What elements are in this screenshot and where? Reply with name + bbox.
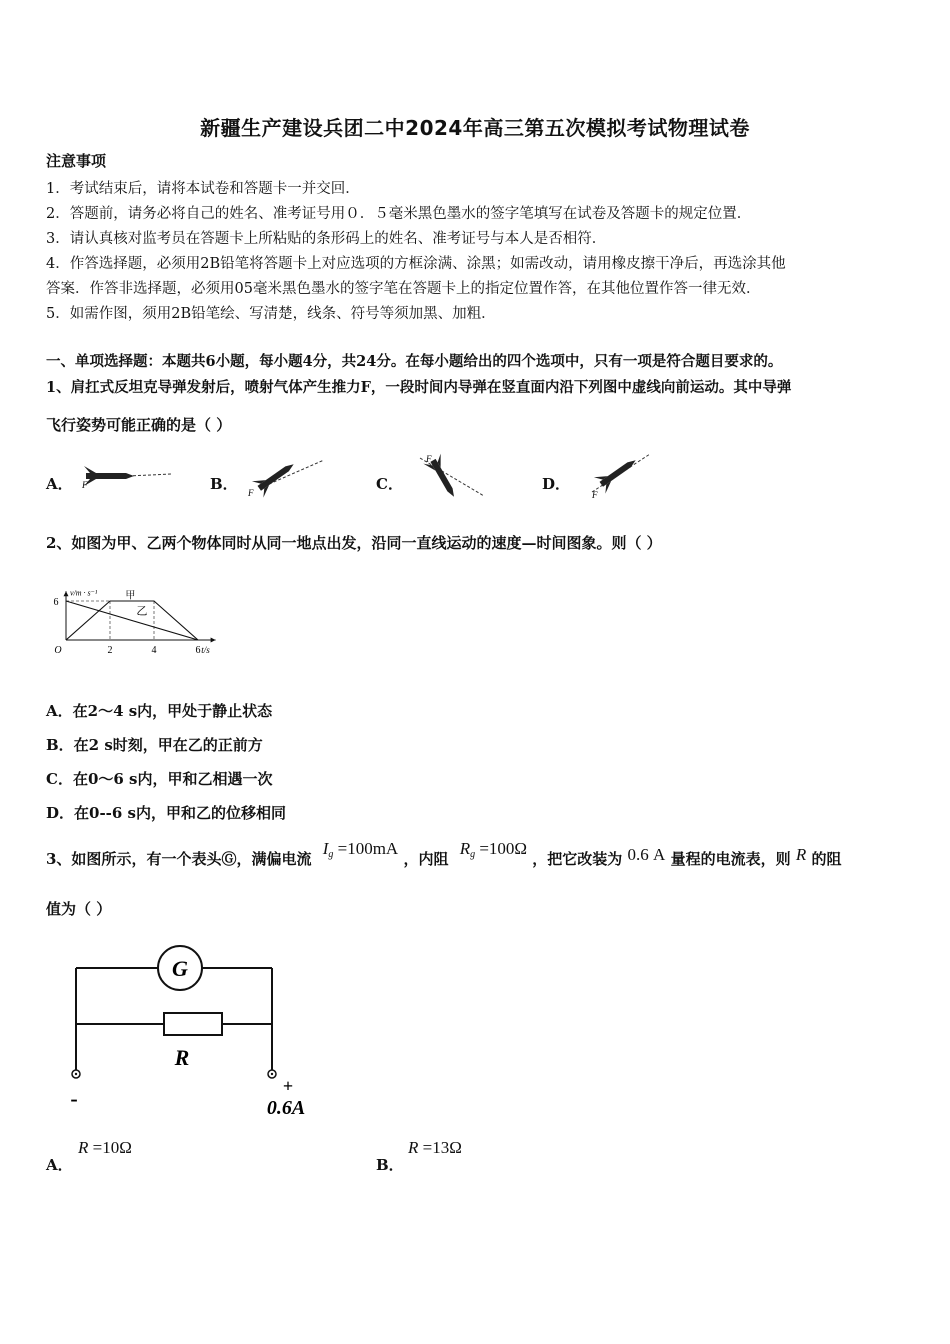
q3-option-a-symbol: R [78, 1138, 89, 1157]
q3-stem-text: ，把它改装为 [532, 850, 623, 868]
q1-option-c-missile-figure [410, 448, 490, 502]
q1-option-a-missile-figure [76, 458, 176, 494]
note-item: 答案．作答非选择题，必须用05毫米黑色墨水的签字笔在答题卡上的指定位置作答，在其他位置作答一律无效． [46, 281, 761, 297]
y-axis-arrow [64, 591, 69, 596]
q3-rg-symbol: R [459, 839, 471, 858]
q3-option-b-value [408, 1138, 462, 1158]
q3-rg-subscript: g [470, 849, 476, 860]
note-item: 2．答题前，请务必将自己的姓名、准考证号用０．５毫米黑色墨水的签字笔填写在试卷及答题卡的规定位置． [46, 206, 752, 222]
note-item: 4．作答选择题，必须用2B铅笔将答题卡上对应选项的方框涂满、涂黑；如需改动，请用橡皮擦干净后，再选涂其他 [46, 256, 786, 272]
q1-stem-line2: 飞行姿势可能正确的是（ ） [46, 416, 232, 434]
q1-force-label: F [592, 490, 598, 500]
note-item: 5．如需作图，须用2B铅笔绘、写清楚，线条、符号等须加黑、加粗． [46, 306, 496, 322]
q3-stem-text: ，内阻 [403, 850, 449, 868]
q3-ig-subscript: g [328, 849, 334, 860]
q1-stem-line1: 1、肩扛式反坦克导弹发射后，喷射气体产生推力F，一段时间内导弹在竖直面内沿下列图中虚线向前运动。其中导弹 [46, 379, 792, 396]
q3-rg-expression [460, 839, 527, 858]
q1-option-a-label: A． [46, 475, 73, 493]
q1-option-d-missile-figure [580, 448, 660, 502]
q3-ig-expression [323, 839, 399, 858]
range-label: 0.6A [266, 1097, 306, 1119]
q3-option-a-label: A． [46, 1156, 73, 1174]
q1-option-b-missile-figure [240, 450, 330, 500]
q3-option-b-symbol: R [408, 1138, 419, 1157]
q3-stem-text: 量程的电流表，则 [670, 850, 791, 868]
q3-stem-text: 3、如图所示，有一个表头Ⓖ，满偏电流 [46, 850, 312, 868]
x-tick-label: 6 [195, 645, 201, 656]
q2-option-c: C．在0～6 s内，甲和乙相遇一次 [46, 770, 273, 788]
q1-option-b-label: B． [210, 475, 238, 493]
resistor-symbol [164, 1013, 222, 1035]
q3-ig-value: =100mA [337, 839, 399, 858]
q1-force-label: F [82, 480, 88, 490]
x-axis-label: t/s [201, 645, 210, 655]
q3-rg-value: =100Ω [479, 839, 528, 858]
q1-force-label: F [248, 488, 254, 498]
galvanometer-label: G [172, 956, 188, 981]
q1-force-label: F [426, 454, 432, 464]
minus-sign: - [70, 1086, 78, 1111]
q3-option-b-label: B． [376, 1156, 404, 1174]
q3-ig-symbol: I [322, 839, 329, 858]
q2-option-b: B．在2 s时刻，甲在乙的正前方 [46, 736, 263, 754]
x-axis-arrow [211, 638, 216, 643]
x-tick-label: 4 [151, 645, 157, 656]
q3-range-value: 0.6 A [627, 845, 666, 864]
resistor-label: R [174, 1045, 190, 1070]
q1-option-d-label: D． [542, 475, 571, 493]
x-tick-label: 2 [107, 645, 113, 656]
series-label-jia: 甲 [125, 590, 136, 602]
q1-option-c-label: C． [376, 475, 403, 493]
q2-option-a: A．在2～4 s内，甲处于静止状态 [46, 702, 273, 720]
q3-option-a-value [78, 1138, 132, 1158]
section-heading: 一、单项选择题：本题共6小题，每小题4分，共24分。在每小题给出的四个选项中，只有一项是符合题目要求的。 [46, 353, 783, 370]
q3-r-symbol: R [795, 845, 807, 864]
q3-option-a-number: =10Ω [92, 1138, 132, 1157]
y-tick-label: 6 [53, 597, 59, 608]
page-title: 新疆生产建设兵团二中2024年高三第五次模拟考试物理试卷 [200, 116, 750, 140]
origin-label: O [54, 645, 62, 656]
ammeter-circuit-diagram [60, 938, 330, 1120]
q3-stem-line2: 值为（ ） [46, 900, 112, 918]
q3-stem-text: 的阻 [811, 850, 842, 868]
velocity-time-graph [44, 562, 254, 666]
note-item: 1．考试结束后，请将本试卷和答题卡一并交回． [46, 181, 360, 197]
plus-sign: + [282, 1076, 294, 1096]
q3-option-b-number: =13Ω [422, 1138, 462, 1157]
q2-option-d: D．在0--6 s内，甲和乙的位移相同 [46, 804, 287, 822]
notes-heading: 注意事项 [46, 152, 107, 170]
note-item: 3．请认真核对监考员在答题卡上所粘贴的条形码上的姓名、准考证号与本人是否相符． [46, 231, 607, 247]
q2-stem: 2、如图为甲、乙两个物体同时从同一地点出发，沿同一直线运动的速度—时间图象。则（ ） [46, 534, 662, 552]
q3-stem [46, 838, 841, 878]
y-axis-label: v/m · s⁻¹ [70, 588, 98, 598]
series-line-1 [66, 601, 198, 640]
series-label-yi: 乙 [136, 605, 148, 618]
